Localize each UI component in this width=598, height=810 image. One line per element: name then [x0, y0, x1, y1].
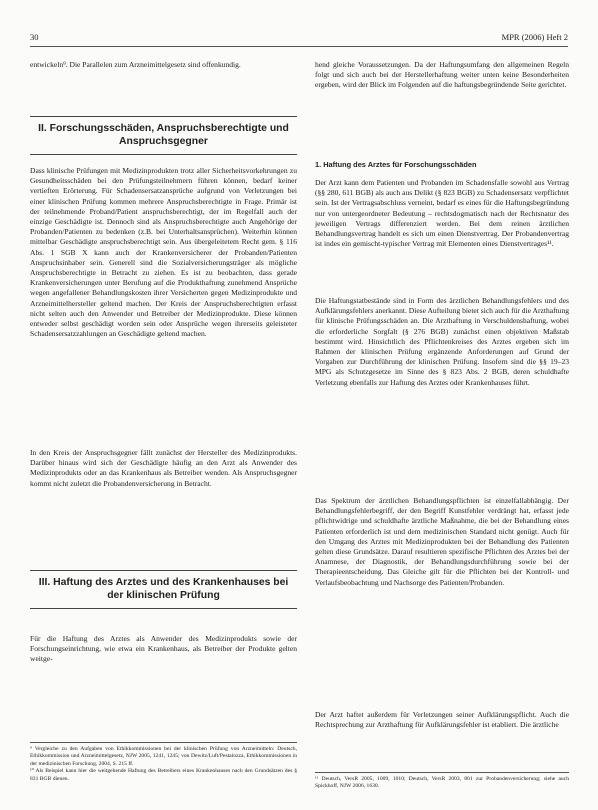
- page-number: 30: [30, 32, 39, 42]
- section-heading: III. Haftung des Arztes und des Krankenhauses bei der klinischen Prüfung: [30, 570, 297, 609]
- footnote: ¹¹ Deutsch, VersR 2005, 1009, 1010; Deutsch, VersR 2003, 801 zur Probandenversicherung; siehe auch Spickhoff, NJW 2006, 1630.: [315, 776, 569, 790]
- running-header: [30, 32, 568, 47]
- paragraph: Die Haftungstatbestände sind in Form des ärztlichen Behandlungsfehlers und des Aufklärungsfehlers anerkannt. Diese Aufteilung bietet sich auch für die Arzthaftung für klinische Prüfungsschäden an. Die Arzthaftung in Verschuldenshaftung, wobei die erforderliche Sorgfalt (§ 276 BGB) zunächst einen objektiven Maßstab bestimmt wird. Hinsichtlich des Pflichtenkreises des Arztes ergeben sich im Rahmen der klinischen Prüfung ergänzende Anforderungen auf Grund der Vorgaben zur Durchführung der klinischen Prüfung. Insofern sind die §§ 19–23 MPG als Schutzgesetze im Sinne des § 823 Abs. 2 BGB, deren schuldhafte Verletzung ebenfalls zur Haftung des Arztes oder Krankenhauses führt.: [315, 296, 569, 387]
- paragraph: entwickeln⁹. Die Parallelen zum Arzneimittelgesetz sind offenkundig.: [30, 60, 241, 69]
- left-column: [30, 60, 297, 796]
- right-column: [315, 60, 569, 796]
- subsection-heading: 1. Haftung des Arztes für Forschungsschäden: [315, 160, 477, 169]
- footnotes: [30, 742, 297, 783]
- paragraph: Dass klinische Prüfungen mit Medizinprodukten trotz aller Sicherheitsvorkehrungen zu Gesundheitsschäden bei den Prüfungsteilnehmern führen können, bedarf keiner vertieften Erörterung. Für Schadensersatzansprüche aufgrund von Verletzungen bei einer klinischen Prüfung kommen mehrere Anspruchsberechtigte in Frage. Primär ist der teilnehmende Proband/Patient anspruchsberechtigt, der im Regelfall auch der einzige Geschädigte ist. Dennoch sind als Anspruchsberechtigte auch Angehörige der Probanden/Patienten zu bedenken (z.B. bei Unterhaltsansprüchen). Weiterhin können mittelbar Geschädigte anspruchsberechtigt sein. Aus übergeleitetem Recht gem. § 116 Abs. 1 SGB X kann auch der Krankenversicherer der Probanden/Patienten Anspruchsinhaber sein. Generell sind die Sozialversicherungsträger als mögliche Anspruchsberechtigte in Betracht zu ziehen. Es ist zu beobachten, dass gerade Krankenversicherungen unter Berufung auf die Produkthaftung zunehmend Ansprüche wegen angefallener Behandlungskosten ihrer Versicherten gegen Medizinprodukte und Arzneimittelhersteller geltend machen. Der Kreis der Anspruchsberechtigten erfasst nicht selten auch den Anwender und Betreiber der Medizinprodukte. Diese können entweder selbst geschädigt worden sein oder Ansprüche wegen ihrerseits geleisteter Schadensersatzzahlungen an Geschädigte geltend machen.: [30, 166, 297, 339]
- paragraph: In den Kreis der Anspruchsgegner fällt zunächst der Hersteller des Medizinprodukts. Darüber hinaus wird sich der Geschädigte häufig an den Arzt als Anwender des Medizinprodukts oder an das Krankenhaus als Betreiber wenden. Als Anspruchsgegner kommt nicht zuletzt die Probandenversicherung in Betracht.: [30, 448, 297, 488]
- paragraph: Der Arzt kann dem Patienten und Probanden im Schadensfalle sowohl aus Vertrag (§§ 280, 611 BGB) als auch aus Delikt (§ 823 BGB) zu Schadensersatz verpflichtet sein. Ist der Vertragsabschluss verneint, bedarf es eines für die Haftungsbegründung nur von untergeordneter Bedeutung – rechtsdogmatisch nach der Rechtsnatur des jeweiligen Vertrags differenziert werden. Bei dem reinen ärztlichen Behandlungsvertrag handelt es sich um einen Dienstvertrag. Der Probandenvertrag ist indes ein gemischt-typischer Vertrag mit Elementen eines Dienstvertrages¹¹.: [315, 178, 569, 249]
- section-heading: II. Forschungsschäden, Anspruchsberechtigte und Anspruchsgegner: [30, 116, 297, 155]
- journal-citation: MPR (2006) Heft 2: [501, 32, 568, 42]
- footnote: ¹⁰ Als Beispiel kann hier die weitgehende Haftung des Betreibers eines Krankenhauses nach den Grundsätzen des § 831 BGB dienen.: [30, 768, 297, 782]
- footnote: ⁹ Vergleiche zu den Aufgaben von Ethikkommissionen bei der klinischen Prüfung von Arzneimitteln: Deutsch, Ethikkommission und Arzneimittelgesetz, NJW 2005, 1241, 1245; von Dewitz/Luft/Pestalozza, Ethikkommissionen in der medizinischen Forschung, 2004, S. 215 ff.: [30, 746, 297, 767]
- paragraph: Für die Haftung des Arztes als Anwender des Medizinprodukts sowie der Forschungseinrichtung, wie etwa ein Krankenhaus, als Betreiber der Produkte gelten weitge-: [30, 634, 297, 664]
- footnotes: [315, 772, 569, 791]
- paragraph: hend gleiche Voraussetzungen. Da der Haftungsumfang den allgemeinen Regeln folgt und sich auch bei der Herstellerhaftung weiter unten keine Besonderheiten ergeben, wird der Blick im Folgenden auf die haftungsbegründende Seite gerichtet.: [315, 60, 569, 90]
- paragraph: Der Arzt haftet außerdem für Verletzungen seiner Aufklärungspflicht. Auch die Rechtsprechung zur Arzthaftung für Aufklärungsfehler ist etabliert. Die ärztliche: [315, 710, 569, 730]
- paragraph: Das Spektrum der ärztlichen Behandlungspflichten ist einzelfallabhängig. Der Behandlungsfehlerbegriff, der den Begriff Kunstfehler verdrängt hat, erfasst jede pflichtwidrige und schuldhafte ärztliche Maßnahme, die bei der Behandlung eines Patienten erforderlich ist und dem medizinischen Standard nicht genügt. Auch für den Umgang des Arztes mit Medizinprodukten bei der Behandlung des Patienten gelten diese Grundsätze. Darauf resultieren spezifische Pflichten des Arztes bei der Anamnese, der Diagnostik, der Behandlungsdurchführung sowie bei der Therapieentscheidung. Das Gleiche gilt für die Pflichten bei der Kontroll- und Verlaufsbeobachtung und Nachsorge des Patienten/Probanden.: [315, 496, 569, 587]
